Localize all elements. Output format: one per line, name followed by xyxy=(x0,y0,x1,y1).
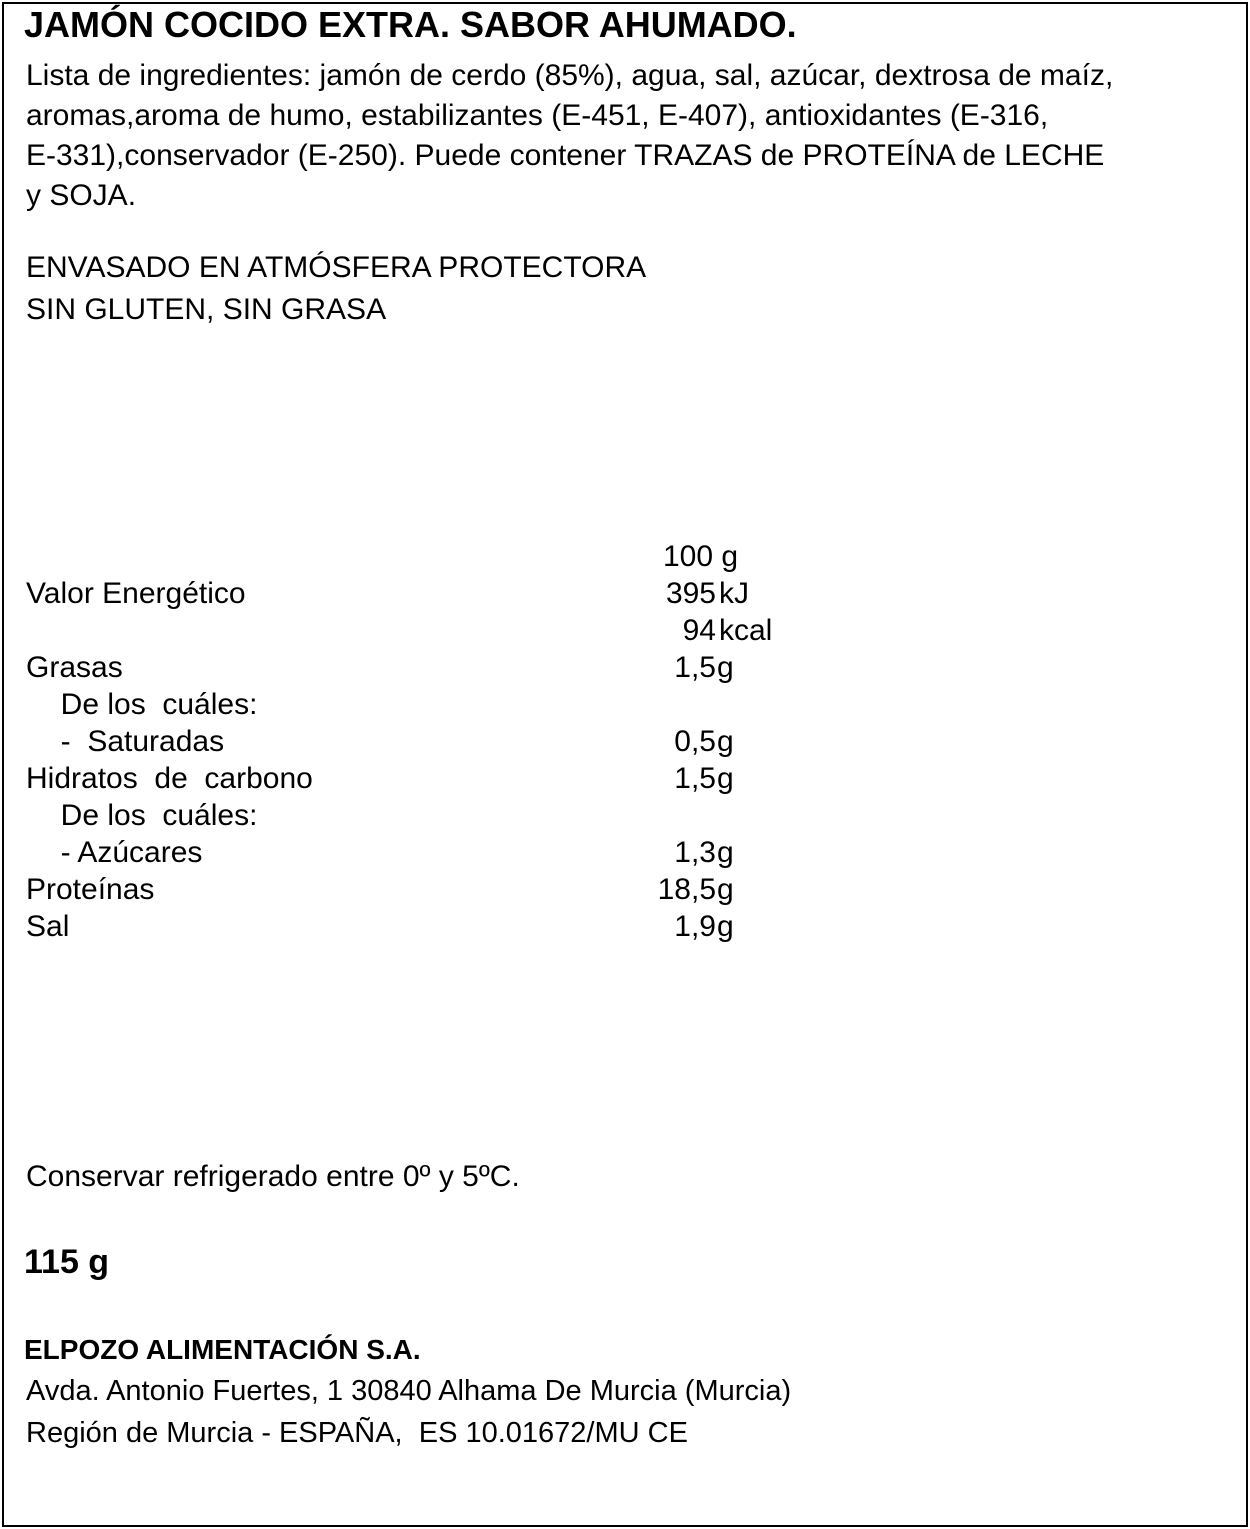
ingredients-line: E-331),conservador (E-250). Puede contener TRAZAS de PROTEÍNA de LECHE xyxy=(26,139,1105,172)
nutrition-row-label: Valor Energético xyxy=(26,577,246,610)
nutrition-row-unit: g xyxy=(717,651,734,684)
ingredients-line: y SOJA. xyxy=(26,179,137,212)
company-name: ELPOZO ALIMENTACIÓN S.A. xyxy=(24,1334,421,1365)
nutrition-row-value: 18,5 xyxy=(657,873,716,906)
company-address-line2: Región de Murcia - ESPAÑA, ES 10.01672/MU CE xyxy=(26,1417,688,1449)
nutrition-row-unit: kJ xyxy=(719,577,749,610)
nutrition-row-label: Grasas xyxy=(26,651,123,684)
nutrition-row-unit: kcal xyxy=(719,614,773,647)
nutrition-row-value: 1,5 xyxy=(674,651,716,684)
nutrition-row-label: Proteínas xyxy=(26,873,155,906)
nutrition-row-label: Sal xyxy=(26,910,70,943)
nutrition-row-label: Hidratos de carbono xyxy=(26,762,313,795)
nutrition-row-label: De los cuáles: xyxy=(44,799,258,832)
company-address-line1: Avda. Antonio Fuertes, 1 30840 Alhama De Murcia (Murcia) xyxy=(26,1375,792,1407)
product-claims: SIN GLUTEN, SIN GRASA xyxy=(26,293,387,326)
nutrition-row-label: - Azúcares xyxy=(44,836,203,869)
nutrition-row-unit: g xyxy=(717,910,734,943)
nutrition-column-header: 100 g xyxy=(663,540,739,573)
nutrition-row-value: 1,3 xyxy=(674,836,716,869)
storage-instructions: Conservar refrigerado entre 0º y 5ºC. xyxy=(26,1160,520,1193)
product-title: JAMÓN COCIDO EXTRA. SABOR AHUMADO. xyxy=(24,4,797,45)
nutrition-row-value: 1,5 xyxy=(674,762,716,795)
ingredients-list xyxy=(26,56,1216,216)
nutrition-row-value: 1,9 xyxy=(674,910,716,943)
net-weight: 115 g xyxy=(24,1243,110,1281)
nutrition-row-value: 0,5 xyxy=(674,725,716,758)
nutrition-row-unit: g xyxy=(717,725,734,758)
ingredients-line: aromas,aroma de humo, estabilizantes (E-451, E-407), antioxidantes (E-316, xyxy=(26,99,1049,132)
nutrition-row-unit: g xyxy=(717,873,734,906)
nutrition-row-label: - Saturadas xyxy=(44,725,225,758)
nutrition-row-value: 94 xyxy=(682,614,716,647)
packaging-note: ENVASADO EN ATMÓSFERA PROTECTORA xyxy=(26,251,647,284)
nutrition-row-unit: g xyxy=(717,836,734,869)
ingredients-line: Lista de ingredientes: jamón de cerdo (85%), agua, sal, azúcar, dextrosa de maíz, xyxy=(26,59,1114,92)
nutrition-row-value: 395 xyxy=(665,577,716,610)
nutrition-row-label: De los cuáles: xyxy=(44,688,258,721)
nutrition-row-unit: g xyxy=(717,762,734,795)
